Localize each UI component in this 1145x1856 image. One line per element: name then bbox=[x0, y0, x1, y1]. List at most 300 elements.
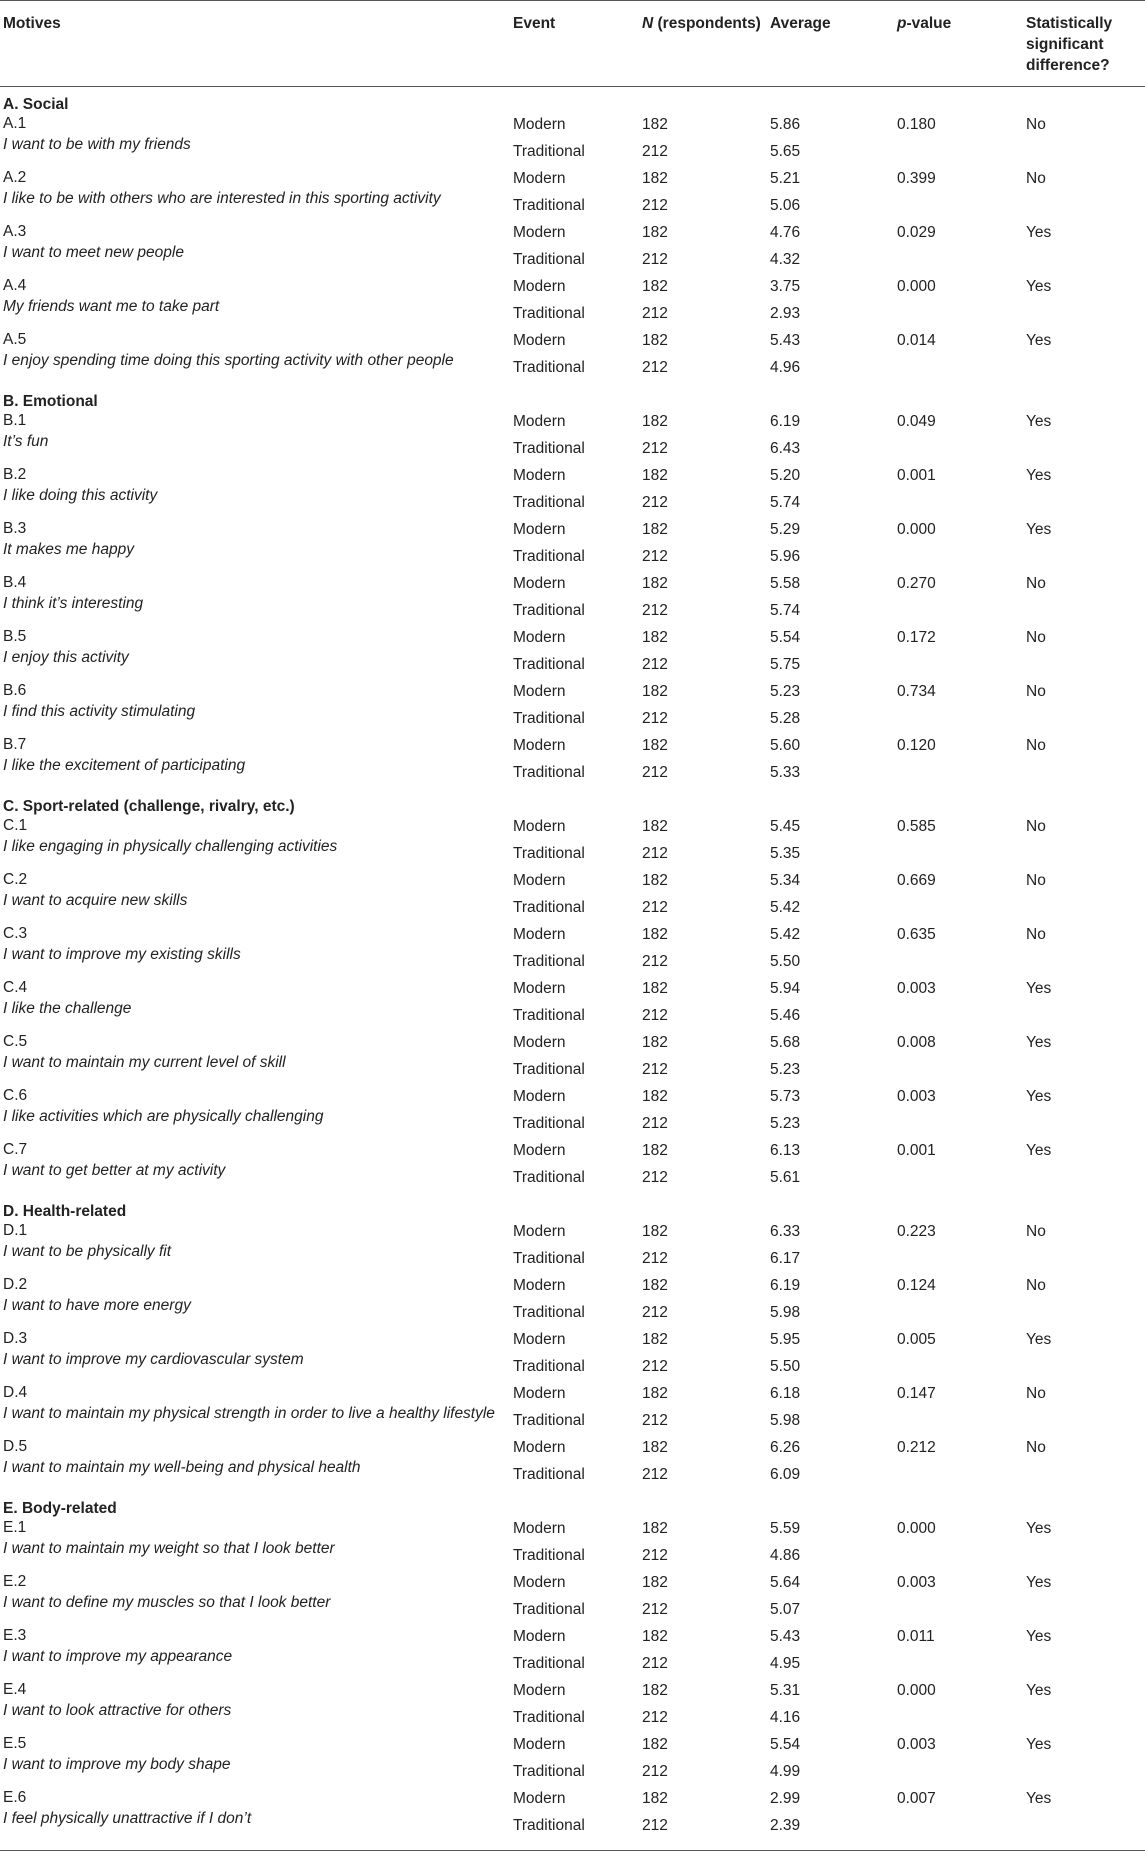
average-modern: 5.42 bbox=[770, 926, 801, 943]
table-row bbox=[0, 1086, 1145, 1140]
average-modern: 5.34 bbox=[770, 872, 801, 889]
table-row bbox=[0, 411, 1145, 465]
n-traditional: 212 bbox=[642, 1169, 668, 1186]
motive-code: B.2 bbox=[3, 466, 27, 483]
significance: Yes bbox=[1026, 332, 1052, 349]
motive-code: D.1 bbox=[3, 1222, 28, 1239]
event-modern: Modern bbox=[513, 1277, 566, 1294]
p-value: 0.124 bbox=[897, 1277, 936, 1294]
average-traditional: 4.16 bbox=[770, 1709, 801, 1726]
n-traditional: 212 bbox=[642, 710, 668, 727]
motive-code: D.3 bbox=[3, 1330, 28, 1347]
header-n-label: (respondents) bbox=[653, 15, 761, 32]
average-traditional: 4.32 bbox=[770, 251, 801, 268]
n-traditional: 212 bbox=[642, 440, 668, 457]
motive-code: B.3 bbox=[3, 520, 27, 537]
n-traditional: 212 bbox=[642, 1763, 668, 1780]
average-traditional: 5.06 bbox=[770, 197, 801, 214]
significance: Yes bbox=[1026, 1142, 1052, 1159]
section-header bbox=[0, 789, 1145, 816]
event-traditional: Traditional bbox=[513, 710, 585, 727]
n-traditional: 212 bbox=[642, 305, 668, 322]
significance: Yes bbox=[1026, 1790, 1052, 1807]
n-modern: 182 bbox=[642, 278, 668, 295]
p-value: 0.003 bbox=[897, 1574, 936, 1591]
motive-code: D.4 bbox=[3, 1384, 28, 1401]
event-modern: Modern bbox=[513, 1034, 566, 1051]
motive-description: I want to define my muscles so that I look better bbox=[3, 1594, 331, 1611]
motive-description: I like the excitement of participating bbox=[3, 757, 246, 774]
average-modern: 5.20 bbox=[770, 467, 801, 484]
n-modern: 182 bbox=[642, 1088, 668, 1105]
n-traditional: 212 bbox=[642, 197, 668, 214]
motive-description: I want to meet new people bbox=[3, 244, 184, 261]
motive-description: My friends want me to take part bbox=[3, 298, 220, 315]
table-row bbox=[0, 924, 1145, 978]
header-p-label: -value bbox=[906, 15, 952, 32]
p-value: 0.008 bbox=[897, 1034, 936, 1051]
p-value: 0.001 bbox=[897, 1142, 936, 1159]
p-value: 0.000 bbox=[897, 521, 936, 538]
n-traditional: 212 bbox=[642, 1655, 668, 1672]
motive-code: C.2 bbox=[3, 871, 28, 888]
motive-description: I want to be physically fit bbox=[3, 1243, 171, 1260]
event-traditional: Traditional bbox=[513, 494, 585, 511]
average-modern: 5.45 bbox=[770, 818, 801, 835]
n-modern: 182 bbox=[642, 1439, 668, 1456]
significance: No bbox=[1026, 116, 1046, 133]
p-value: 0.011 bbox=[897, 1628, 935, 1645]
average-traditional: 4.96 bbox=[770, 359, 801, 376]
table-row bbox=[0, 627, 1145, 681]
average-modern: 5.73 bbox=[770, 1088, 801, 1105]
table-row bbox=[0, 519, 1145, 573]
p-value: 0.120 bbox=[897, 737, 936, 754]
motive-code: D.5 bbox=[3, 1438, 28, 1455]
header-n-symbol: N bbox=[642, 15, 654, 32]
n-traditional: 212 bbox=[642, 1817, 668, 1834]
n-traditional: 212 bbox=[642, 656, 668, 673]
section-title: D. Health-related bbox=[3, 1203, 127, 1220]
table-row bbox=[0, 681, 1145, 735]
motive-code: E.1 bbox=[3, 1519, 27, 1536]
motive-code: A.2 bbox=[3, 169, 27, 186]
n-traditional: 212 bbox=[642, 494, 668, 511]
event-modern: Modern bbox=[513, 575, 566, 592]
event-traditional: Traditional bbox=[513, 1061, 585, 1078]
average-modern: 5.94 bbox=[770, 980, 801, 997]
motive-description: I want to maintain my current level of skill bbox=[3, 1054, 286, 1071]
n-traditional: 212 bbox=[642, 1250, 668, 1267]
p-value: 0.223 bbox=[897, 1223, 936, 1240]
event-modern: Modern bbox=[513, 818, 566, 835]
motive-code: C.5 bbox=[3, 1033, 28, 1050]
header-significance bbox=[1026, 13, 1112, 76]
significance: Yes bbox=[1026, 278, 1052, 295]
motive-description: I like the challenge bbox=[3, 1000, 132, 1017]
table-row bbox=[0, 735, 1145, 789]
event-traditional: Traditional bbox=[513, 1817, 585, 1834]
average-modern: 5.54 bbox=[770, 629, 801, 646]
significance: No bbox=[1026, 575, 1046, 592]
p-value: 0.585 bbox=[897, 818, 936, 835]
motive-code: B.5 bbox=[3, 628, 27, 645]
p-value: 0.000 bbox=[897, 1682, 936, 1699]
event-modern: Modern bbox=[513, 980, 566, 997]
event-modern: Modern bbox=[513, 1142, 566, 1159]
average-modern: 5.86 bbox=[770, 116, 801, 133]
event-traditional: Traditional bbox=[513, 359, 585, 376]
average-traditional: 5.96 bbox=[770, 548, 801, 565]
p-value: 0.734 bbox=[897, 683, 936, 700]
significance: No bbox=[1026, 683, 1046, 700]
motive-description: I enjoy this activity bbox=[3, 649, 129, 666]
n-modern: 182 bbox=[642, 1574, 668, 1591]
motive-code: C.6 bbox=[3, 1087, 28, 1104]
p-value: 0.147 bbox=[897, 1385, 936, 1402]
motive-description: I enjoy spending time doing this sporting activity with other people bbox=[3, 352, 454, 369]
n-modern: 182 bbox=[642, 926, 668, 943]
motive-description: I feel physically unattractive if I don’t bbox=[3, 1810, 252, 1827]
significance: Yes bbox=[1026, 413, 1052, 430]
event-traditional: Traditional bbox=[513, 899, 585, 916]
table-row bbox=[0, 1626, 1145, 1680]
average-traditional: 2.93 bbox=[770, 305, 801, 322]
event-modern: Modern bbox=[513, 1628, 566, 1645]
table-row bbox=[0, 816, 1145, 870]
event-traditional: Traditional bbox=[513, 197, 585, 214]
average-traditional: 4.95 bbox=[770, 1655, 801, 1672]
table-row bbox=[0, 330, 1145, 384]
average-modern: 6.33 bbox=[770, 1223, 801, 1240]
significance: Yes bbox=[1026, 224, 1052, 241]
event-traditional: Traditional bbox=[513, 1547, 585, 1564]
motive-code: C.3 bbox=[3, 925, 28, 942]
table-row bbox=[0, 978, 1145, 1032]
n-traditional: 212 bbox=[642, 251, 668, 268]
average-modern: 6.13 bbox=[770, 1142, 801, 1159]
header-average: Average bbox=[770, 15, 831, 32]
p-value: 0.399 bbox=[897, 170, 936, 187]
event-modern: Modern bbox=[513, 1385, 566, 1402]
event-modern: Modern bbox=[513, 1736, 566, 1753]
motive-code: A.4 bbox=[3, 277, 27, 294]
p-value: 0.172 bbox=[897, 629, 936, 646]
table-row bbox=[0, 168, 1145, 222]
motive-description: I want to improve my body shape bbox=[3, 1756, 231, 1773]
motive-code: A.5 bbox=[3, 331, 27, 348]
n-traditional: 212 bbox=[642, 359, 668, 376]
n-modern: 182 bbox=[642, 1385, 668, 1402]
event-modern: Modern bbox=[513, 683, 566, 700]
p-value: 0.003 bbox=[897, 980, 936, 997]
motive-description: I like engaging in physically challenging activities bbox=[3, 838, 338, 855]
p-value: 0.000 bbox=[897, 278, 936, 295]
average-traditional: 5.98 bbox=[770, 1304, 801, 1321]
event-modern: Modern bbox=[513, 1574, 566, 1591]
significance: Yes bbox=[1026, 521, 1052, 538]
section-header bbox=[0, 1491, 1145, 1518]
n-traditional: 212 bbox=[642, 899, 668, 916]
significance: No bbox=[1026, 872, 1046, 889]
event-traditional: Traditional bbox=[513, 1709, 585, 1726]
event-traditional: Traditional bbox=[513, 143, 585, 160]
n-modern: 182 bbox=[642, 413, 668, 430]
significance: Yes bbox=[1026, 1682, 1052, 1699]
motive-description: It’s fun bbox=[3, 433, 49, 450]
n-modern: 182 bbox=[642, 818, 668, 835]
event-traditional: Traditional bbox=[513, 305, 585, 322]
motive-description: I like to be with others who are interested in this sporting activity bbox=[3, 190, 441, 207]
motive-code: C.7 bbox=[3, 1141, 28, 1158]
n-modern: 182 bbox=[642, 1628, 668, 1645]
average-modern: 6.19 bbox=[770, 413, 801, 430]
p-value: 0.001 bbox=[897, 467, 936, 484]
n-modern: 182 bbox=[642, 332, 668, 349]
n-modern: 182 bbox=[642, 467, 668, 484]
event-traditional: Traditional bbox=[513, 602, 585, 619]
table-row bbox=[0, 573, 1145, 627]
significance: Yes bbox=[1026, 1034, 1052, 1051]
n-modern: 182 bbox=[642, 737, 668, 754]
event-modern: Modern bbox=[513, 1331, 566, 1348]
event-traditional: Traditional bbox=[513, 1250, 585, 1267]
event-traditional: Traditional bbox=[513, 1304, 585, 1321]
significance: No bbox=[1026, 1223, 1046, 1240]
n-modern: 182 bbox=[642, 170, 668, 187]
significance: Yes bbox=[1026, 1088, 1052, 1105]
p-value: 0.212 bbox=[897, 1439, 936, 1456]
motive-description: I want to look attractive for others bbox=[3, 1702, 232, 1719]
significance: No bbox=[1026, 170, 1046, 187]
n-traditional: 212 bbox=[642, 1358, 668, 1375]
n-traditional: 212 bbox=[642, 1007, 668, 1024]
motive-code: E.3 bbox=[3, 1627, 27, 1644]
event-modern: Modern bbox=[513, 1682, 566, 1699]
p-value: 0.270 bbox=[897, 575, 936, 592]
event-modern: Modern bbox=[513, 1439, 566, 1456]
table-row bbox=[0, 1572, 1145, 1626]
significance: No bbox=[1026, 1385, 1046, 1402]
event-traditional: Traditional bbox=[513, 1358, 585, 1375]
average-modern: 6.19 bbox=[770, 1277, 801, 1294]
header-event: Event bbox=[513, 15, 556, 32]
average-traditional: 5.50 bbox=[770, 953, 801, 970]
average-modern: 5.43 bbox=[770, 332, 801, 349]
significance: No bbox=[1026, 818, 1046, 835]
section-title: B. Emotional bbox=[3, 393, 98, 410]
event-traditional: Traditional bbox=[513, 548, 585, 565]
header-sig-line-3: difference? bbox=[1026, 57, 1110, 74]
average-traditional: 6.43 bbox=[770, 440, 801, 457]
n-traditional: 212 bbox=[642, 764, 668, 781]
n-modern: 182 bbox=[642, 1034, 668, 1051]
n-modern: 182 bbox=[642, 1682, 668, 1699]
significance: No bbox=[1026, 629, 1046, 646]
event-modern: Modern bbox=[513, 872, 566, 889]
event-modern: Modern bbox=[513, 332, 566, 349]
n-modern: 182 bbox=[642, 1223, 668, 1240]
average-modern: 4.76 bbox=[770, 224, 801, 241]
p-value: 0.635 bbox=[897, 926, 936, 943]
table-body bbox=[0, 87, 1145, 1842]
bottom-rule bbox=[0, 1850, 1145, 1851]
motive-description: I like doing this activity bbox=[3, 487, 158, 504]
event-traditional: Traditional bbox=[513, 1601, 585, 1618]
motive-code: E.5 bbox=[3, 1735, 27, 1752]
average-traditional: 5.75 bbox=[770, 656, 801, 673]
n-traditional: 212 bbox=[642, 1601, 668, 1618]
event-modern: Modern bbox=[513, 1088, 566, 1105]
motive-description: I want to acquire new skills bbox=[3, 892, 188, 909]
section-header bbox=[0, 1194, 1145, 1221]
average-modern: 5.31 bbox=[770, 1682, 801, 1699]
average-traditional: 2.39 bbox=[770, 1817, 801, 1834]
significance: Yes bbox=[1026, 1331, 1052, 1348]
table-row bbox=[0, 1518, 1145, 1572]
significance: No bbox=[1026, 1439, 1046, 1456]
n-traditional: 212 bbox=[642, 143, 668, 160]
event-traditional: Traditional bbox=[513, 1007, 585, 1024]
n-modern: 182 bbox=[642, 1790, 668, 1807]
average-traditional: 6.09 bbox=[770, 1466, 801, 1483]
motive-description: I want to improve my existing skills bbox=[3, 946, 241, 963]
motive-code: D.2 bbox=[3, 1276, 28, 1293]
table-row bbox=[0, 1221, 1145, 1275]
average-traditional: 6.17 bbox=[770, 1250, 801, 1267]
event-modern: Modern bbox=[513, 1520, 566, 1537]
table-row bbox=[0, 114, 1145, 168]
table-row bbox=[0, 465, 1145, 519]
average-modern: 6.26 bbox=[770, 1439, 801, 1456]
significance: No bbox=[1026, 1277, 1046, 1294]
average-modern: 5.43 bbox=[770, 1628, 801, 1645]
motive-code: E.4 bbox=[3, 1681, 27, 1698]
significance: No bbox=[1026, 737, 1046, 754]
motive-code: A.1 bbox=[3, 115, 27, 132]
event-modern: Modern bbox=[513, 170, 566, 187]
table-header bbox=[0, 0, 1145, 87]
header-n bbox=[642, 13, 761, 34]
n-modern: 182 bbox=[642, 1736, 668, 1753]
motive-code: A.3 bbox=[3, 223, 27, 240]
n-traditional: 212 bbox=[642, 1115, 668, 1132]
average-modern: 5.58 bbox=[770, 575, 801, 592]
event-traditional: Traditional bbox=[513, 845, 585, 862]
table-row bbox=[0, 222, 1145, 276]
table-row bbox=[0, 870, 1145, 924]
average-traditional: 5.28 bbox=[770, 710, 801, 727]
motive-description: I think it’s interesting bbox=[3, 595, 144, 612]
motive-description: I want to be with my friends bbox=[3, 136, 191, 153]
n-modern: 182 bbox=[642, 521, 668, 538]
event-traditional: Traditional bbox=[513, 1763, 585, 1780]
average-modern: 6.18 bbox=[770, 1385, 801, 1402]
average-modern: 5.29 bbox=[770, 521, 801, 538]
n-traditional: 212 bbox=[642, 1412, 668, 1429]
n-modern: 182 bbox=[642, 1331, 668, 1348]
average-traditional: 5.61 bbox=[770, 1169, 801, 1186]
n-traditional: 212 bbox=[642, 602, 668, 619]
motive-description: I want to maintain my weight so that I look better bbox=[3, 1540, 335, 1557]
table-row bbox=[0, 1734, 1145, 1788]
event-modern: Modern bbox=[513, 737, 566, 754]
average-traditional: 5.23 bbox=[770, 1061, 801, 1078]
motive-description: I want to have more energy bbox=[3, 1297, 191, 1314]
average-modern: 5.60 bbox=[770, 737, 801, 754]
n-traditional: 212 bbox=[642, 953, 668, 970]
section-title: C. Sport-related (challenge, rivalry, etc.) bbox=[3, 798, 295, 815]
n-modern: 182 bbox=[642, 1277, 668, 1294]
event-modern: Modern bbox=[513, 629, 566, 646]
average-modern: 5.68 bbox=[770, 1034, 801, 1051]
motive-code: B.6 bbox=[3, 682, 27, 699]
table-row bbox=[0, 276, 1145, 330]
motive-description: I find this activity stimulating bbox=[3, 703, 196, 720]
motive-description: I like activities which are physically challenging bbox=[3, 1108, 324, 1125]
average-traditional: 5.50 bbox=[770, 1358, 801, 1375]
p-value: 0.669 bbox=[897, 872, 936, 889]
average-modern: 5.54 bbox=[770, 1736, 801, 1753]
significance: No bbox=[1026, 926, 1046, 943]
table-row bbox=[0, 1383, 1145, 1437]
header-sig-line-2: significant bbox=[1026, 36, 1104, 53]
event-traditional: Traditional bbox=[513, 251, 585, 268]
significance: Yes bbox=[1026, 1574, 1052, 1591]
significance: Yes bbox=[1026, 1520, 1052, 1537]
motive-code: C.4 bbox=[3, 979, 28, 996]
header-p-symbol: p bbox=[897, 15, 907, 32]
average-traditional: 5.65 bbox=[770, 143, 801, 160]
p-value: 0.007 bbox=[897, 1790, 936, 1807]
event-traditional: Traditional bbox=[513, 953, 585, 970]
n-traditional: 212 bbox=[642, 1466, 668, 1483]
event-traditional: Traditional bbox=[513, 656, 585, 673]
event-traditional: Traditional bbox=[513, 1169, 585, 1186]
motive-description: It makes me happy bbox=[3, 541, 134, 558]
section-header bbox=[0, 384, 1145, 411]
n-modern: 182 bbox=[642, 116, 668, 133]
section-header bbox=[0, 87, 1145, 114]
event-traditional: Traditional bbox=[513, 1412, 585, 1429]
average-traditional: 5.35 bbox=[770, 845, 801, 862]
average-modern: 2.99 bbox=[770, 1790, 801, 1807]
n-traditional: 212 bbox=[642, 1304, 668, 1321]
p-value: 0.014 bbox=[897, 332, 936, 349]
table-row bbox=[0, 1032, 1145, 1086]
n-traditional: 212 bbox=[642, 1709, 668, 1726]
event-modern: Modern bbox=[513, 278, 566, 295]
motive-code: C.1 bbox=[3, 817, 28, 834]
event-traditional: Traditional bbox=[513, 764, 585, 781]
n-modern: 182 bbox=[642, 1520, 668, 1537]
motive-code: B.7 bbox=[3, 736, 27, 753]
motive-description: I want to improve my appearance bbox=[3, 1648, 233, 1665]
motive-description: I want to maintain my well-being and physical health bbox=[3, 1459, 361, 1476]
table-row bbox=[0, 1275, 1145, 1329]
p-value: 0.003 bbox=[897, 1736, 936, 1753]
significance: Yes bbox=[1026, 467, 1052, 484]
motive-code: B.1 bbox=[3, 412, 27, 429]
table-row bbox=[0, 1140, 1145, 1194]
n-traditional: 212 bbox=[642, 1547, 668, 1564]
n-traditional: 212 bbox=[642, 548, 668, 565]
motive-code: E.6 bbox=[3, 1789, 27, 1806]
motive-code: B.4 bbox=[3, 574, 27, 591]
significance: Yes bbox=[1026, 1628, 1052, 1645]
table-row bbox=[0, 1437, 1145, 1491]
section-title: E. Body-related bbox=[3, 1500, 117, 1517]
